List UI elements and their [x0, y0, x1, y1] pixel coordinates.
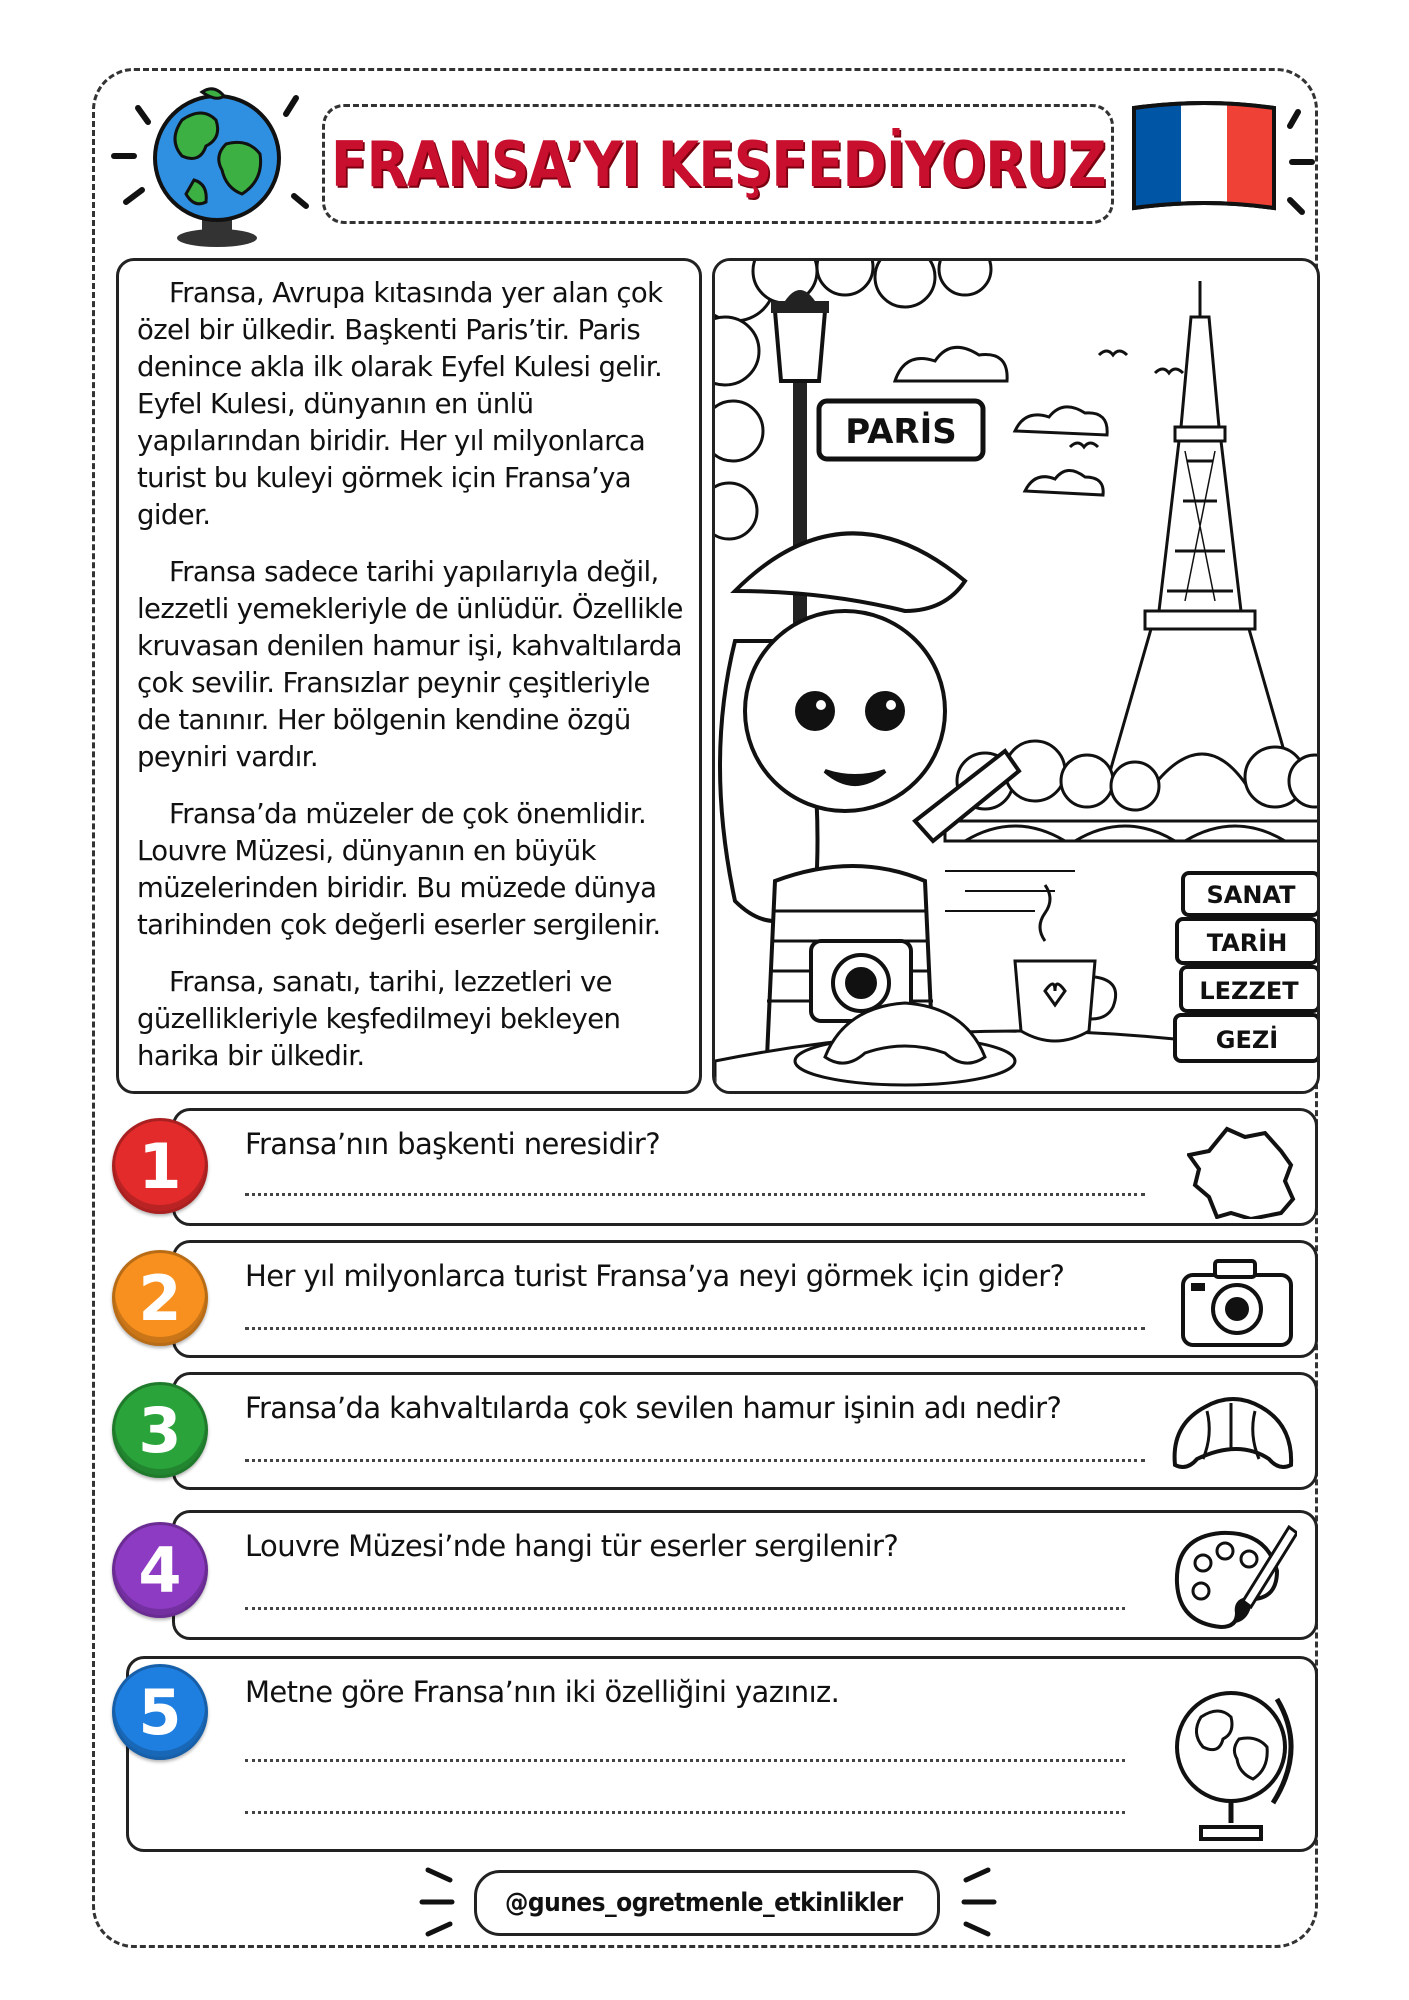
france-map-icon — [1187, 1123, 1297, 1219]
paris-sign: PARİS — [845, 412, 957, 452]
question-card-1 — [172, 1108, 1318, 1226]
question-card-4 — [172, 1510, 1318, 1640]
page-title: FRANSA’YI KEŞFEDİYORUZ — [330, 127, 1106, 201]
question-number-5: 5 — [112, 1664, 208, 1760]
question-text-1: Fransa’nın başkenti neresidir? — [245, 1127, 660, 1161]
question-number-4: 4 — [112, 1522, 208, 1618]
question-text-4: Louvre Müzesi’nde hangi tür eserler sergilenir? — [245, 1529, 899, 1563]
globe-icon — [142, 82, 292, 252]
paragraph-2: Fransa sadece tarihi yapılarıyla değil, lezzetli yemekleriyle de ünlüdür. Özellikle kruvasan denilen hamur işi, kahvaltılarda çok sevilir. Fransızlar peynir çeşitleriyle de tanınır. Her bölgenin kendine özgü peyniri vardır. — [137, 556, 683, 773]
desk-globe-icon — [1167, 1677, 1297, 1847]
palette-icon — [1171, 1523, 1297, 1633]
footer-handle-text: @gunes_ogretmenle_etkinlikler — [505, 1888, 903, 1918]
reading-text-box — [116, 258, 702, 1094]
book-label-2: TARİH — [1206, 929, 1288, 957]
paris-illustration — [715, 261, 1320, 1094]
camera-icon — [1177, 1253, 1297, 1351]
question-card-5 — [126, 1656, 1318, 1852]
question-number-2: 2 — [112, 1250, 208, 1346]
title-box — [322, 104, 1114, 224]
question-card-3 — [172, 1372, 1318, 1490]
answer-line-2[interactable] — [245, 1327, 1145, 1330]
paragraph-1: Fransa, Avrupa kıtasında yer alan çok özel bir ülkedir. Başkenti Paris’tir. Paris denince akla ilk olarak Eyfel Kulesi gelir. Eyfel Kulesi, dünyanın en ünlü yapılarından biridir. Her yıl milyonlarca turist bu kuleyi görmek için Fransa’ya gider. — [137, 277, 663, 531]
answer-line-3[interactable] — [245, 1459, 1145, 1462]
paragraph-4: Fransa, sanatı, tarihi, lezzetleri ve güzellikleriyle keşfedilmeyi bekleyen harika bir ülkedir. — [137, 966, 621, 1072]
book-label-4: GEZİ — [1215, 1026, 1279, 1054]
paragraph-3: Fransa’da müzeler de çok önemlidir. Louvre Müzesi, dünyanın en büyük müzelerinden biridir. Bu müzede dünya tarihinden çok değerli eserler sergilenir. — [137, 798, 661, 941]
answer-line-1[interactable] — [245, 1193, 1145, 1196]
question-number-3: 3 — [112, 1382, 208, 1478]
question-number-1: 1 — [112, 1118, 208, 1214]
france-flag-icon — [1122, 90, 1322, 230]
illustration-panel — [712, 258, 1320, 1094]
question-text-2: Her yıl milyonlarca turist Fransa’ya neyi görmek için gider? — [245, 1259, 1065, 1293]
question-card-2 — [172, 1240, 1318, 1358]
footer-handle-box[interactable] — [474, 1870, 940, 1936]
answer-line-4[interactable] — [245, 1607, 1125, 1610]
book-label-3: LEZZET — [1199, 977, 1299, 1005]
book-label-1: SANAT — [1206, 881, 1296, 909]
answer-line-5b[interactable] — [245, 1811, 1125, 1814]
sparkle-marks-footer-left — [412, 1860, 472, 1946]
question-text-3: Fransa’da kahvaltılarda çok sevilen hamur işinin adı nedir? — [245, 1391, 1062, 1425]
croissant-icon — [1167, 1389, 1297, 1479]
answer-line-5a[interactable] — [245, 1759, 1125, 1762]
sparkle-marks-footer-right — [944, 1860, 1004, 1946]
question-text-5: Metne göre Fransa’nın iki özelliğini yazınız. — [245, 1675, 840, 1709]
